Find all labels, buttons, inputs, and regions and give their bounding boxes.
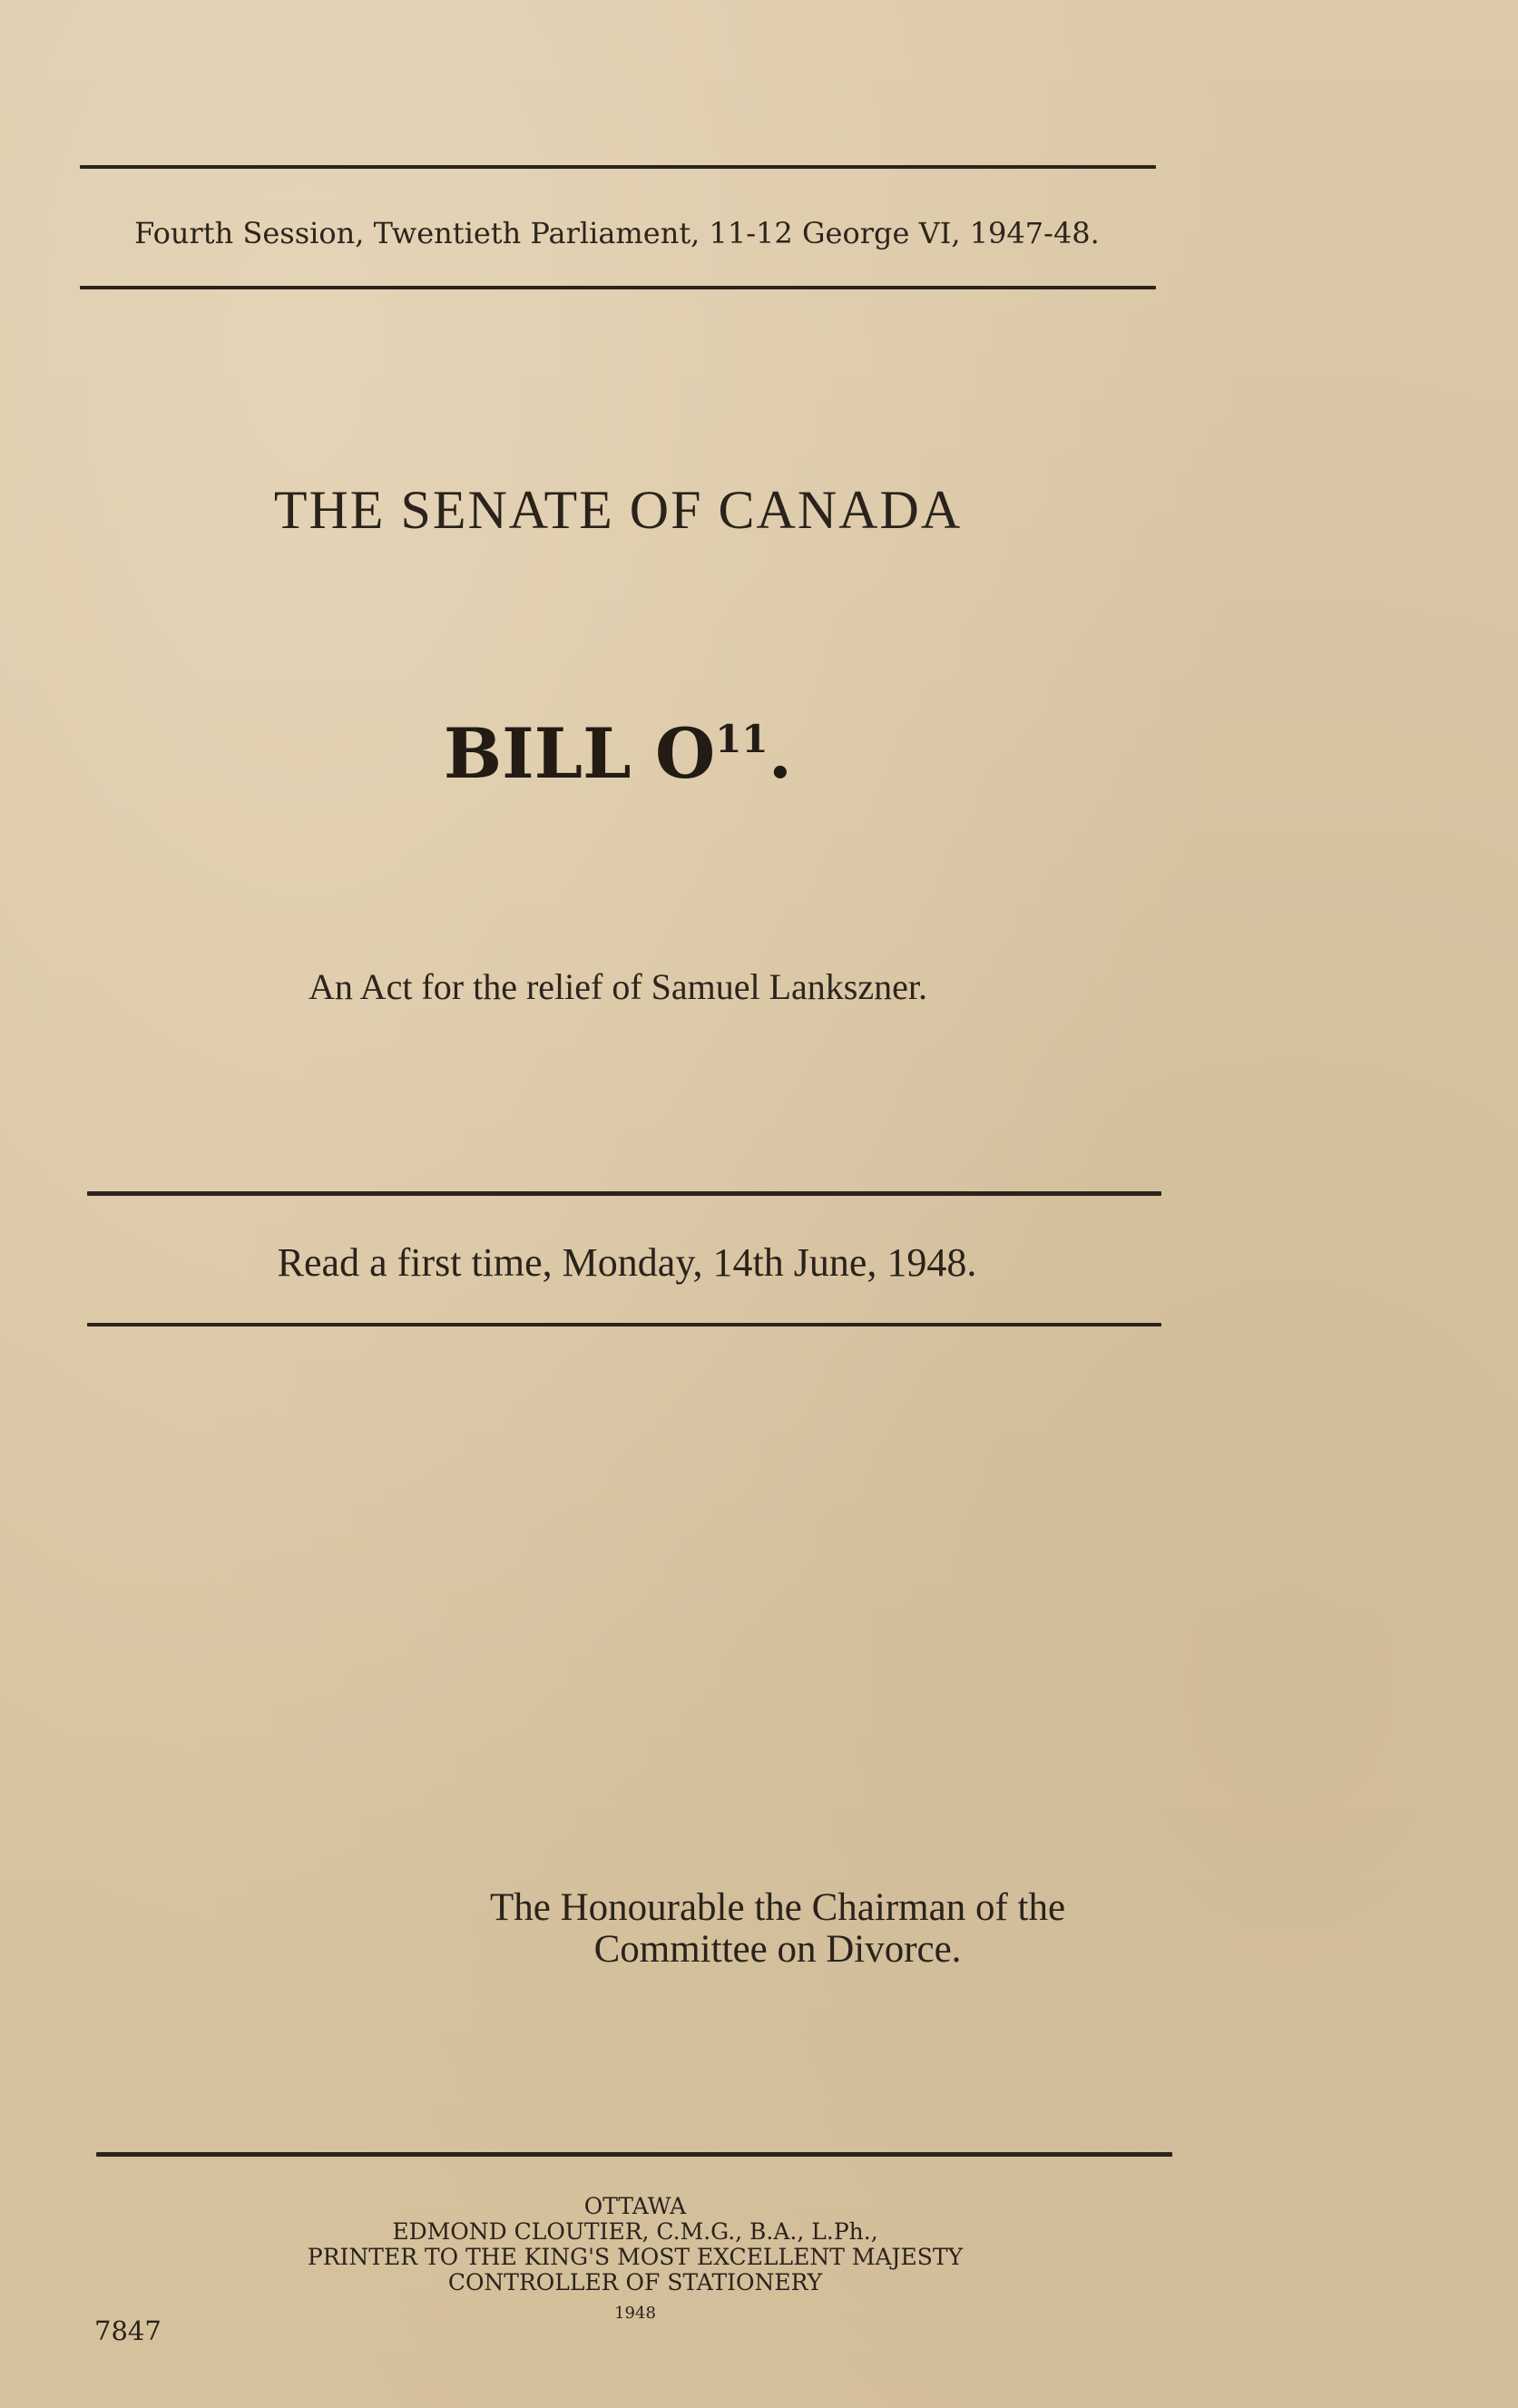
sponsor-line-1: The Honourable the Chairman of the <box>490 1886 1066 1929</box>
imprint-year: 1948 <box>614 2304 656 2323</box>
imprint-printer-name: EDMOND CLOUTIER, C.M.G., B.A., L.Ph., <box>392 2218 878 2245</box>
imprint-controller: CONTROLLER OF STATIONERY <box>447 2269 823 2295</box>
act-title: An Act for the relief of Samuel Lankszner. <box>308 966 927 1007</box>
imprint-top-rule <box>96 2152 1172 2157</box>
bill-number <box>0 713 1236 794</box>
reading-bottom-rule <box>87 1323 1161 1326</box>
bill-prefix: BILL O <box>443 713 716 794</box>
session-bottom-rule <box>80 286 1156 289</box>
document-number: 7847 <box>94 2315 162 2346</box>
sponsor-line-2: Committee on Divorce. <box>593 1928 962 1971</box>
imprint-printer-title: PRINTER TO THE KING'S MOST EXCELLENT MAJESTY <box>307 2244 964 2270</box>
senate-heading: THE SENATE OF CANADA <box>273 480 963 540</box>
bill-superscript: 11 <box>715 717 769 761</box>
sponsor-block <box>490 1887 1065 1971</box>
reading-top-rule <box>87 1191 1161 1196</box>
top-rule <box>80 165 1156 169</box>
printer-imprint <box>0 2194 1270 2326</box>
bill-suffix: . <box>768 713 793 794</box>
first-reading-line: Read a first time, Monday, 14th June, 1948. <box>277 1240 977 1285</box>
imprint-city: OTTAWA <box>583 2193 687 2219</box>
session-line: Fourth Session, Twentieth Parliament, 11-12 George VI, 1947-48. <box>134 216 1100 250</box>
